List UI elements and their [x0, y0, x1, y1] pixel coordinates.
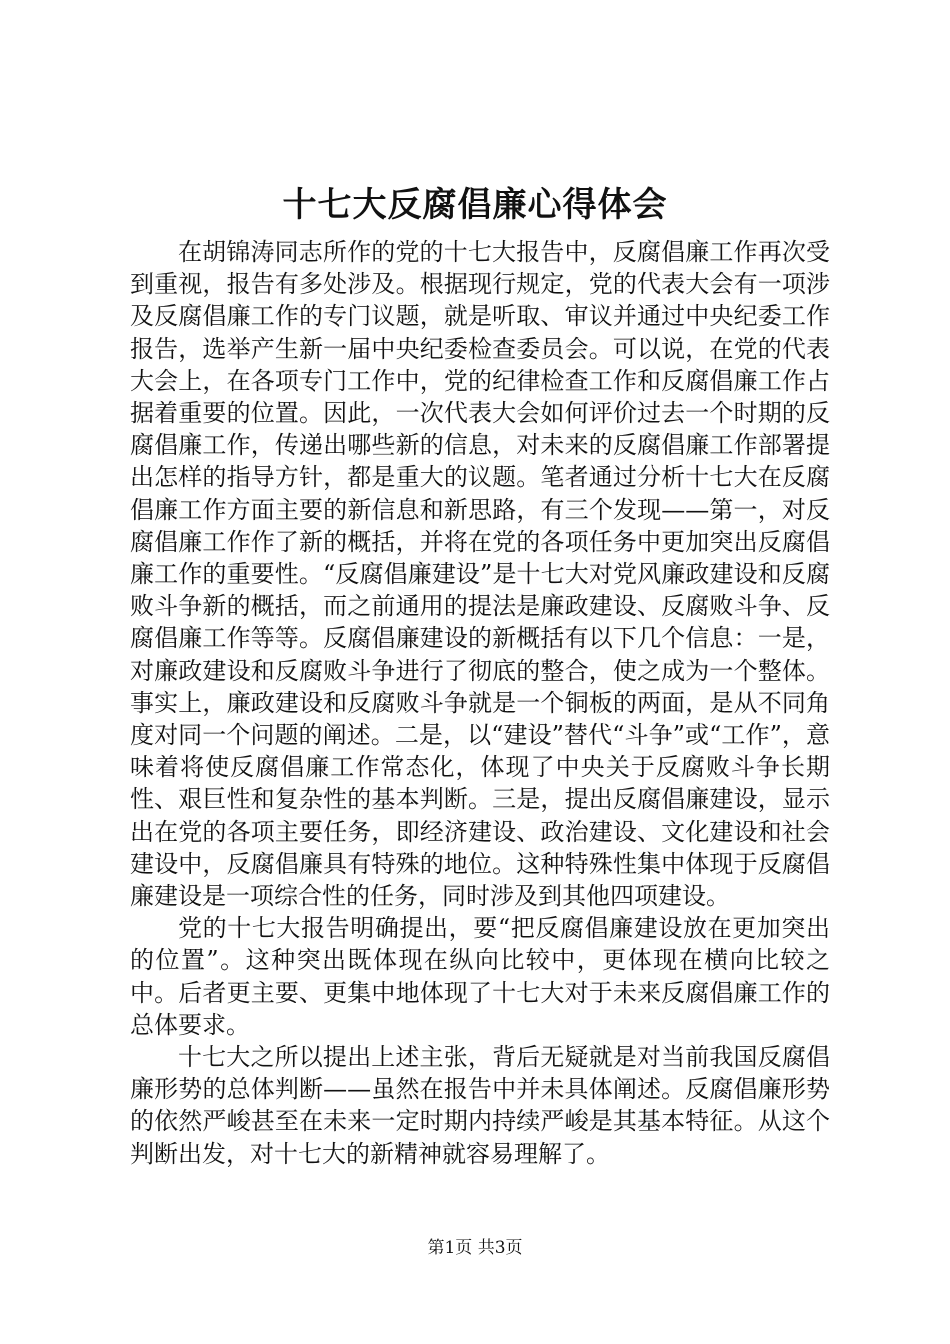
paragraph-3: 十七大之所以提出上述主张，背后无疑就是对当前我国反腐倡廉形势的总体判断——虽然在报告中并未具体阐述。反腐倡廉形势的依然严峻甚至在未来一定时期内持续严峻是其基本特征。从这个判断出发，对十七大的新精神就容易理解了。 — [130, 1043, 830, 1168]
document-title: 十七大反腐倡廉心得体会 — [282, 185, 668, 225]
page-number-footer: 第1页 共3页 — [427, 1238, 523, 1258]
paragraph-2: 党的十七大报告明确提出，要“把反腐倡廉建设放在更加突出的位置”。这种突出既体现在纵向比较中，更体现在横向比较之中。后者更主要、更集中地体现了十七大对于未来反腐倡廉工作的总体要求。 — [130, 914, 830, 1039]
paragraph-1: 在胡锦涛同志所作的党的十七大报告中，反腐倡廉工作再次受到重视，报告有多处涉及。根据现行规定，党的代表大会有一项涉及反腐倡廉工作的专门议题，就是听取、审议并通过中央纪委工作报告，选举产生新一届中央纪委检查委员会。可以说，在党的代表大会上，在各项专门工作中，党的纪律检查工作和反腐倡廉工作占据着重要的位置。因此，一次代表大会如何评价过去一个时期的反腐倡廉工作，传递出哪些新的信息，对未来的反腐倡廉工作部署提出怎样的指导方针，都是重大的议题。笔者通过分析十七大在反腐倡廉工作方面主要的新信息和新思路，有三个发现——第一，对反腐倡廉工作作了新的概括，并将在党的各项任务中更加突出反腐倡廉工作的重要性。“反腐倡廉建设”是十七大对党风廉政建设和反腐败斗争新的概括，而之前通用的提法是廉政建设、反腐败斗争、反腐倡廉工作等等。反腐倡廉建设的新概括有以下几个信息：一是，对廉政建设和反腐败斗争进行了彻底的整合，使之成为一个整体。事实上，廉政建设和反腐败斗争就是一个铜板的两面，是从不同角度对同一个问题的阐述。二是，以“建设”替代“斗争”或“工作”，意味着将使反腐倡廉工作常态化，体现了中央关于反腐败斗争长期性、艰巨性和复杂性的基本判断。三是，提出反腐倡廉建设，显示出在党的各项主要任务，即经济建设、政治建设、文化建设和社会建设中，反腐倡廉具有特殊的地位。这种特殊性集中体现于反腐倡廉建设是一项综合性的任务，同时涉及到其他四项建设。 — [130, 238, 830, 911]
document-body — [130, 236, 830, 1170]
